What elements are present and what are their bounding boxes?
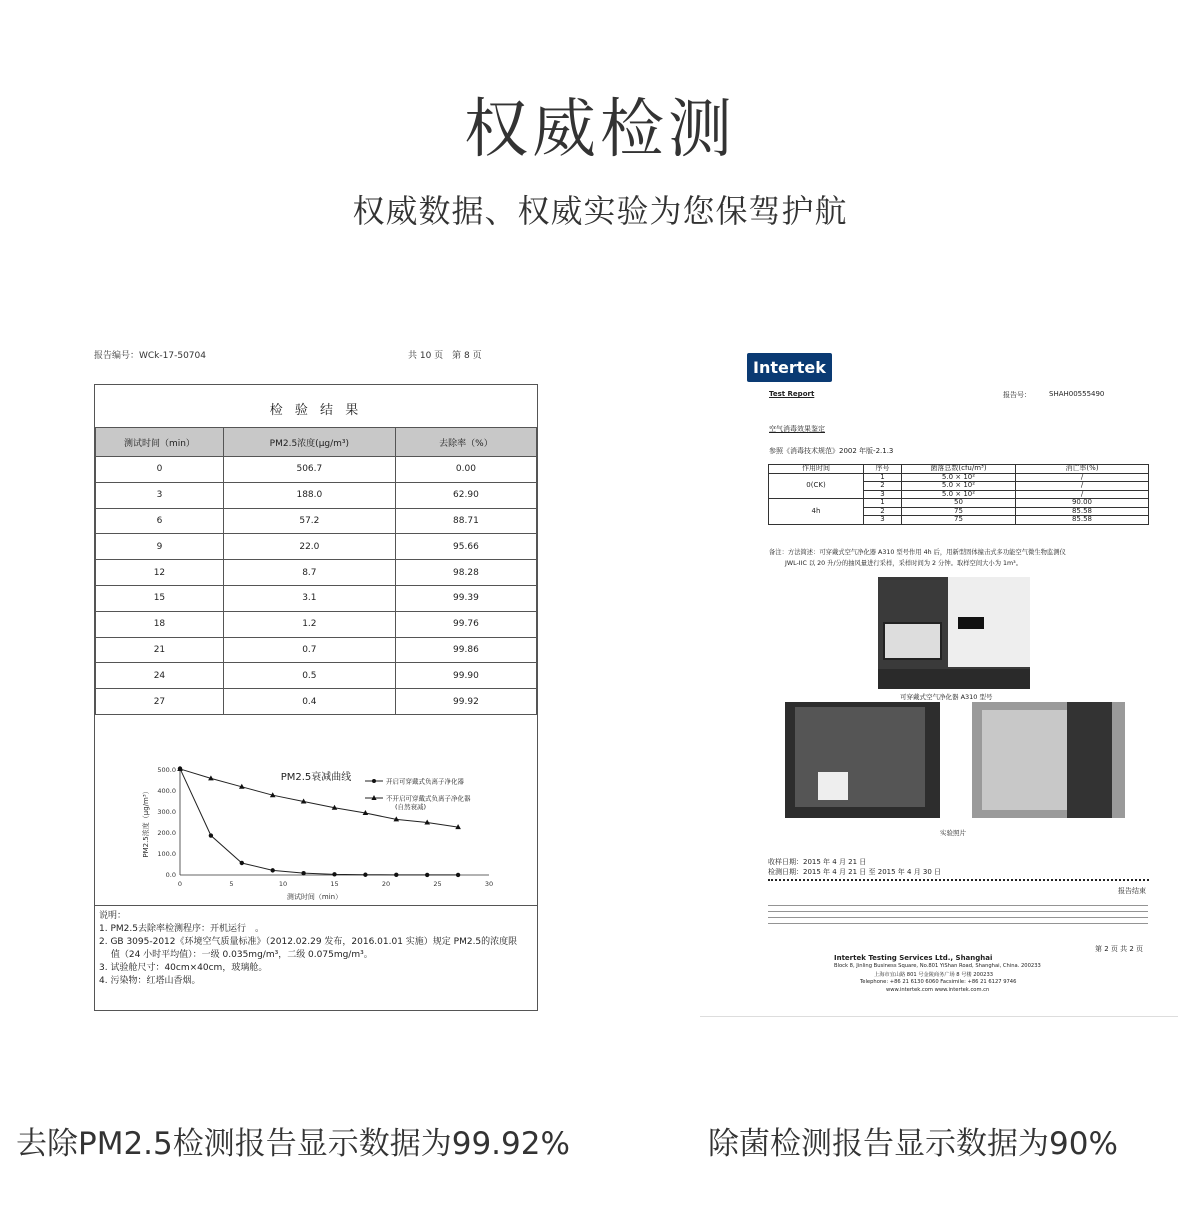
table-cell: 12	[96, 560, 224, 586]
table-cell: 90.00	[1016, 499, 1149, 508]
col-header: 测试时间（min）	[96, 428, 224, 457]
chart-title: PM2.5衰减曲线	[280, 772, 352, 783]
y-axis-label: PM2.5浓度（μg/m³）	[142, 787, 150, 858]
data-point	[209, 833, 213, 837]
result-title: 检 验 结 果	[269, 403, 363, 418]
intertek-logo: Intertek	[747, 353, 832, 382]
pm25-report-image	[80, 330, 550, 1020]
table-cell: /	[1016, 473, 1149, 482]
x-axis-label: 测试时间（min）	[286, 893, 343, 901]
table-row	[96, 689, 537, 715]
report-number: 报告编号：WCk-17-50704	[94, 351, 206, 361]
table-cell: 88.71	[395, 508, 536, 534]
experiment-photo-1	[785, 702, 940, 818]
data-point	[425, 873, 429, 877]
table-cell: 18	[96, 611, 224, 637]
table-cell: 0.5	[223, 663, 395, 689]
pm25-decay-chart	[95, 747, 537, 905]
note-line: 2. GB 3095-2012《环境空气质量标准》（2012.02.29 发布，2016.01.01 实施）规定 PM2.5的浓度限	[99, 937, 518, 947]
photo-caption-1: 可穿戴式空气净化器 A310 型号	[900, 693, 993, 701]
dotted-divider	[768, 879, 1149, 881]
table-row	[96, 611, 537, 637]
table-cell: 75	[902, 516, 1016, 525]
report-page-info: 共 10 页 第 8 页	[408, 351, 482, 361]
table-cell: 21	[96, 637, 224, 663]
table-cell: 1	[864, 499, 902, 508]
remark-line-2: JWL-IIC 以 20 升/分的抽风量进行采样，采样时间为 2 分钟。取样空间大小为 1m³。	[785, 560, 1022, 567]
table-cell: 4h	[769, 499, 864, 525]
x-tick-label: 25	[433, 880, 442, 888]
note-line: 说明：	[99, 911, 127, 921]
page-subtitle: 权威数据、权威实验为您保驾护航	[352, 192, 848, 230]
caption-right: 除菌检测报告显示数据为90%	[708, 1126, 1118, 1162]
note-line: 1. PM2.5去除率检测程序：开机运行 。	[99, 924, 264, 934]
table-cell: 24	[96, 663, 224, 689]
table-cell: 5.0 × 10²	[902, 473, 1016, 482]
col-header: 消亡率(%)	[1016, 465, 1149, 474]
company-address-cn: 上海市宜山路 801 号金陵商务广场 8 号楼 200233	[874, 972, 994, 978]
table-row	[96, 585, 537, 611]
table-cell: 95.66	[395, 534, 536, 560]
company-phone: Telephone: +86 21 6130 6060 Facsimile: +86 21 6127 9746	[860, 979, 1017, 985]
x-tick-label: 0	[177, 880, 183, 888]
section-title: 空气消毒效果鉴定	[769, 425, 825, 433]
table-cell: 75	[902, 507, 1016, 516]
experiment-photo-2	[972, 702, 1125, 818]
table-cell: 0.7	[223, 637, 395, 663]
photo-caption-2: 实验照片	[940, 829, 966, 837]
table-cell: 99.39	[395, 585, 536, 611]
table-cell: 0(CK)	[769, 473, 864, 499]
data-point	[363, 873, 367, 877]
table-cell: 0.00	[395, 457, 536, 483]
table-cell: 2	[864, 507, 902, 516]
test-report-label: Test Report	[769, 390, 815, 398]
table-row	[96, 663, 537, 689]
chart-svg	[95, 747, 537, 905]
x-tick-label: 10	[278, 880, 288, 888]
reference-text: 参照《消毒技术规范》2002 年版-2.1.3	[769, 447, 894, 455]
table-cell: 22.0	[223, 534, 395, 560]
table-cell: 3	[864, 490, 902, 499]
x-tick-label: 5	[229, 880, 234, 888]
report-end: 报告结束	[1118, 887, 1146, 895]
table-cell: 6	[96, 508, 224, 534]
data-point	[240, 861, 244, 865]
table-cell: 3.1	[223, 585, 395, 611]
table-row	[96, 534, 537, 560]
table-cell: 99.76	[395, 611, 536, 637]
result-table	[95, 427, 537, 715]
x-tick-label: 20	[381, 880, 391, 888]
table-cell: 62.90	[395, 482, 536, 508]
table-cell: 0	[96, 457, 224, 483]
table-cell: 5.0 × 10²	[902, 482, 1016, 491]
table-cell: 27	[96, 689, 224, 715]
col-header: 菌落总数(cfu/m³)	[902, 465, 1016, 474]
bacteria-table	[768, 464, 1149, 525]
x-tick-label: 15	[330, 880, 339, 888]
table-cell: 1.2	[223, 611, 395, 637]
table-row	[96, 560, 537, 586]
x-tick-label: 30	[484, 880, 494, 888]
table-cell: 99.90	[395, 663, 536, 689]
table-cell: 99.92	[395, 689, 536, 715]
data-point	[301, 871, 305, 875]
sterilization-report-image	[700, 340, 1178, 1017]
table-cell: 98.28	[395, 560, 536, 586]
table-cell: 5.0 × 10²	[902, 490, 1016, 499]
company-address: Block 8, Jinling Business Square, No.801 YiShan Road, Shanghai, China. 200233	[834, 963, 1041, 969]
legend-label: 开启可穿戴式负离子净化器	[386, 777, 464, 786]
table-cell: 85.58	[1016, 516, 1149, 525]
note-line: 值（24 小时平均值）：一级 0.035mg/m³，二级 0.075mg/m³。	[99, 950, 373, 960]
table-cell: 1	[864, 473, 902, 482]
data-point	[456, 873, 460, 877]
received-date: 收样日期：2015 年 4 月 21 日	[768, 858, 867, 866]
fine-print-block	[768, 903, 1148, 925]
caption-left: 去除PM2.5检测报告显示数据为99.92%	[16, 1126, 570, 1162]
table-row	[96, 457, 537, 483]
result-box	[94, 384, 538, 1011]
note-line: 3. 试验舱尺寸：40cm×40cm，玻璃舱。	[99, 963, 268, 973]
test-date: 检测日期：2015 年 4 月 21 日 至 2015 年 4 月 30 日	[768, 868, 942, 876]
y-tick-label: 0.0	[165, 871, 176, 879]
legend-label: 不开启可穿戴式负离子净化器	[386, 794, 471, 803]
table-cell: 9	[96, 534, 224, 560]
purifier-photo	[878, 577, 1030, 689]
note-line: 4. 污染物：红塔山香烟。	[99, 976, 201, 986]
notes	[95, 905, 537, 992]
report-no-label: 报告号：	[1003, 391, 1031, 399]
col-header: 去除率（%）	[395, 428, 536, 457]
table-cell: 50	[902, 499, 1016, 508]
data-point	[332, 872, 336, 876]
y-tick-label: 200.0	[157, 829, 176, 837]
table-cell: 8.7	[223, 560, 395, 586]
table-row	[96, 637, 537, 663]
table-cell: /	[1016, 482, 1149, 491]
data-point	[271, 868, 275, 872]
company-name: Intertek Testing Services Ltd., Shanghai	[834, 954, 993, 962]
remark-line-1: 备注：方法简述：可穿戴式空气净化器 A310 型号作用 4h 后，用新型固体撞击式多功能空气微生物监测仪	[769, 549, 1066, 556]
table-cell: 506.7	[223, 457, 395, 483]
col-header: 作用时间	[769, 465, 864, 474]
table-cell: 15	[96, 585, 224, 611]
table-cell: 85.58	[1016, 507, 1149, 516]
table-cell: 99.86	[395, 637, 536, 663]
table-cell: 57.2	[223, 508, 395, 534]
table-cell: 3	[864, 516, 902, 525]
legend-label: (自然衰减)	[395, 803, 427, 811]
table-cell: 3	[96, 482, 224, 508]
report-no-value: SHAH00555490	[1049, 390, 1105, 398]
table-cell: 2	[864, 482, 902, 491]
y-tick-label: 400.0	[157, 787, 176, 795]
table-cell: /	[1016, 490, 1149, 499]
col-header: 序号	[864, 465, 902, 474]
legend-marker	[372, 779, 376, 783]
y-tick-label: 500.0	[157, 766, 176, 774]
table-cell: 188.0	[223, 482, 395, 508]
page-title: 权威检测	[464, 93, 736, 167]
page-number: 第 2 页 共 2 页	[1095, 945, 1144, 953]
data-point	[394, 873, 398, 877]
y-tick-label: 100.0	[157, 850, 176, 858]
table-cell: 0.4	[223, 689, 395, 715]
table-row	[96, 482, 537, 508]
y-tick-label: 300.0	[157, 808, 176, 816]
col-header: PM2.5浓度(μg/m³)	[223, 428, 395, 457]
company-web: www.intertek.com www.intertek.com.cn	[886, 987, 990, 993]
table-row	[96, 508, 537, 534]
